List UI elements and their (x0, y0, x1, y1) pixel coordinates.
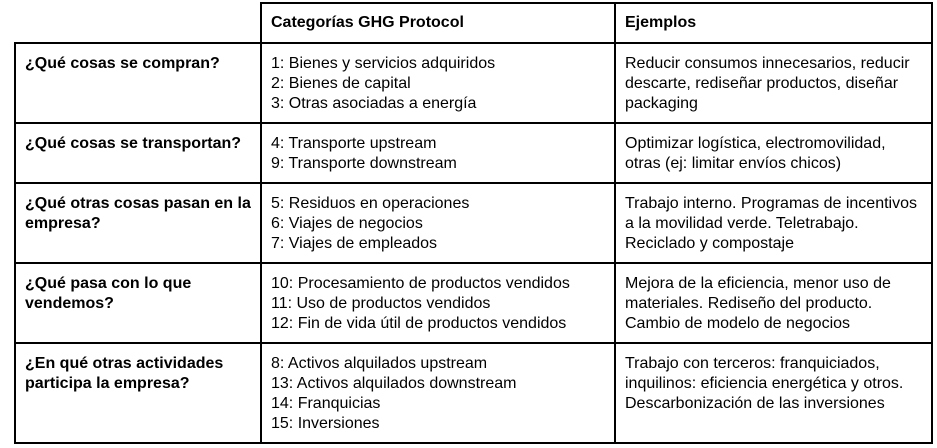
table-row (15, 343, 932, 443)
category-item: 7: Viajes de empleados (271, 235, 438, 252)
row-question: ¿Qué pasa con lo que vendemos? (15, 263, 261, 343)
row-question: ¿En qué otras actividades participa la empresa? (15, 343, 261, 443)
category-item: 12: Fin de vida útil de productos vendidos (271, 315, 567, 332)
row-question: ¿Qué cosas se compran? (15, 43, 261, 123)
row-examples: Reducir consumos innecesarios, reducir descarte, rediseñar productos, diseñar packaging (615, 43, 932, 123)
row-categories (261, 43, 615, 123)
row-question: ¿Qué cosas se transportan? (15, 123, 261, 183)
category-item: 10: Procesamiento de productos vendidos (271, 275, 570, 292)
table-row (15, 183, 932, 263)
category-item: 4: Transporte upstream (271, 135, 437, 152)
ghg-categories-table (14, 2, 933, 444)
row-examples: Mejora de la eficiencia, menor uso de materiales. Rediseño del producto. Cambio de modelo de negocios (615, 263, 932, 343)
category-item: 8: Activos alquilados upstream (271, 355, 488, 372)
row-examples: Trabajo interno. Programas de incentivos a la movilidad verde. Teletrabajo. Reciclado y compostaje (615, 183, 932, 263)
row-question: ¿Qué otras cosas pasan en la empresa? (15, 183, 261, 263)
row-categories (261, 343, 615, 443)
category-item: 14: Franquicias (271, 395, 381, 412)
table-row (15, 123, 932, 183)
category-item: 15: Inversiones (271, 415, 380, 432)
category-item: 2: Bienes de capital (271, 75, 411, 92)
category-item: 1: Bienes y servicios adquiridos (271, 55, 496, 72)
category-item: 6: Viajes de negocios (271, 215, 423, 232)
table-row (15, 263, 932, 343)
row-examples: Optimizar logística, electromovilidad, otras (ej: limitar envíos chicos) (615, 123, 932, 183)
header-categories: Categorías GHG Protocol (261, 3, 615, 43)
header-examples: Ejemplos (615, 3, 932, 43)
category-item: 11: Uso de productos vendidos (271, 295, 491, 312)
row-examples: Trabajo con terceros: franquiciados, inquilinos: eficiencia energética y otros. Descarbonización de las inversiones (615, 343, 932, 443)
header-corner-cell (15, 3, 261, 43)
row-categories (261, 123, 615, 183)
header-row (15, 3, 932, 43)
category-item: 13: Activos alquilados downstream (271, 375, 517, 392)
category-item: 3: Otras asociadas a energía (271, 95, 477, 112)
row-categories (261, 263, 615, 343)
category-item: 9: Transporte downstream (271, 155, 457, 172)
category-item: 5: Residuos en operaciones (271, 195, 470, 212)
table-row (15, 43, 932, 123)
row-categories (261, 183, 615, 263)
